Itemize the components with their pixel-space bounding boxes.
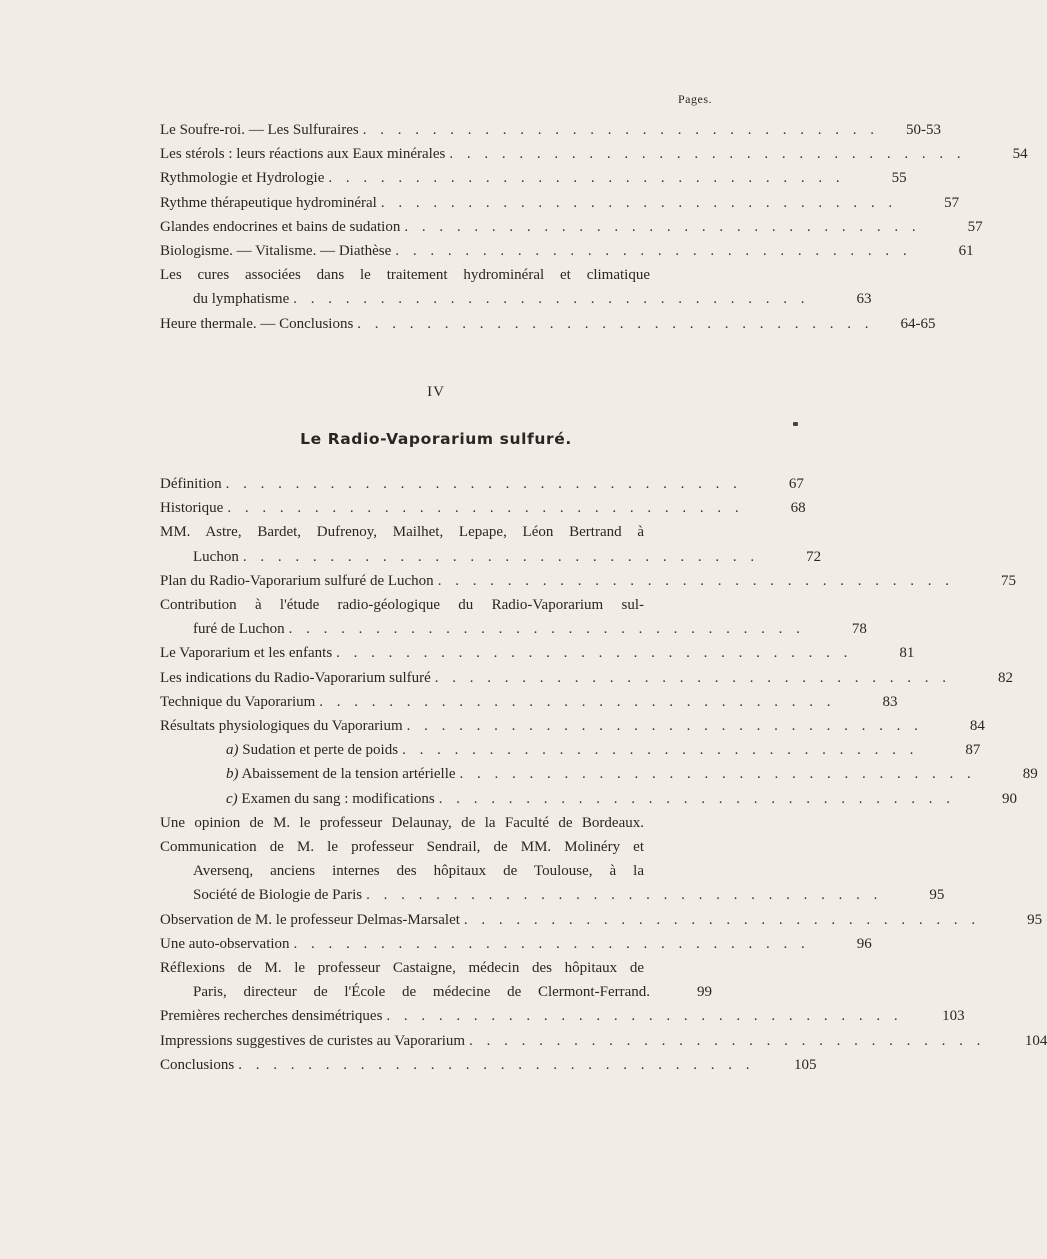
page-number: 68 <box>790 500 806 517</box>
page-number: 83 <box>882 693 898 710</box>
page-number: 61 <box>958 243 974 260</box>
leader-dots: . . . . . . . . . . . . . . . . . . . . . . . . . . . . . . <box>402 742 919 759</box>
toc-entry <box>160 166 907 190</box>
leader-dots: . . . . . . . . . . . . . . . . . . . . . . . . . . . . . . <box>438 790 955 807</box>
leader-dots: . . . . . . . . . . . . . . . . . . . . . . . . . . . . . . <box>406 718 923 735</box>
subentry-letter: a) <box>226 742 239 759</box>
leader-dots: . . . . . . . . . . . . . . . . . . . . . . . . . . . . . . <box>319 693 836 710</box>
toc-entry <box>160 472 804 496</box>
leader-dots: . . . . . . . . . . . . . . . . . . . . . . . . . . . . . . <box>288 621 805 638</box>
page-number: 78 <box>851 621 867 638</box>
toc-entry <box>160 520 822 568</box>
toc-entry <box>160 641 915 665</box>
page-number: 87 <box>965 742 981 759</box>
page-number: 104 <box>1024 1032 1047 1049</box>
page-number: 89 <box>1022 766 1038 783</box>
toc-entry <box>160 932 872 956</box>
entry-title: Conclusions <box>160 1056 235 1073</box>
entry-title: Réflexions de M. le professeur Castaigne, médecin des hôpitaux de <box>160 960 644 977</box>
entry-title: Examen du sang : modifications <box>241 790 435 807</box>
toc-entry <box>160 835 945 908</box>
entry-continuation: furé de Luchon <box>193 621 285 638</box>
page-number: 82 <box>998 669 1014 686</box>
page-number: 96 <box>856 935 872 952</box>
leader-dots: . . . . . . . . . . . . . . . . . . . . . . . . . . . . . . <box>227 500 744 517</box>
entry-title: Une opinion de M. le professeur Delaunay, de la Faculté de Bordeaux. <box>160 814 644 831</box>
toc-entry <box>160 263 872 311</box>
entry-title: Abaissement de la tension artérielle <box>241 766 456 783</box>
page-number: 63 <box>856 291 872 308</box>
entry-title: Contribution à l'étude radio-géologique du Radio-Vaporarium sul- <box>160 597 644 614</box>
page-number: 54 <box>1012 146 1028 163</box>
toc-subentry <box>160 787 1017 811</box>
leader-dots: . . . . . . . . . . . . . . . . . . . . . . . . . . . . . . <box>449 146 966 163</box>
toc-entry <box>160 593 867 641</box>
toc-entry <box>160 1004 965 1028</box>
page-number: 105 <box>793 1056 817 1073</box>
leader-dots: . . . . . . . . . . . . . . . . . . . . . . . . . . . . . . <box>386 1008 903 1025</box>
entry-title: Plan du Radio-Vaporarium sulfuré de Luchon <box>160 572 434 589</box>
entry-continuation: du lymphatisme <box>193 291 290 308</box>
entry-title: Communication de M. le professeur Sendrail, de MM. Molinéry et <box>160 839 644 856</box>
page-number: 84 <box>969 718 985 735</box>
toc-entry <box>160 215 983 239</box>
leader-dots: . . . . . . . . . . . . . . . . . . . . . . . . . . . . . . <box>380 194 898 211</box>
toc-subentry <box>160 738 981 762</box>
toc-entry <box>160 569 1016 593</box>
toc-entry <box>160 666 1014 690</box>
page-number: 99 <box>697 984 712 1001</box>
page-number: 75 <box>1000 572 1016 589</box>
section-number: IV <box>427 384 445 400</box>
toc-entry <box>160 811 712 835</box>
entry-title: Rythme thérapeutique hydrominéral <box>160 194 377 211</box>
page-number: 67 <box>788 476 804 492</box>
entry-title: Sudation et perte de poids <box>242 742 399 759</box>
entry-title: Technique du Vaporarium <box>160 693 316 710</box>
toc-subentry <box>160 762 1038 786</box>
entry-title: Heure thermale. — Conclusions <box>160 315 354 332</box>
toc-entry <box>160 142 1028 166</box>
leader-dots: . . . . . . . . . . . . . . . . . . . . . . . . . . . . . . <box>366 887 883 904</box>
entry-title: MM. Astre, Bardet, Dufrenoy, Mailhet, Lepape, Léon Bertrand à <box>160 524 644 541</box>
page-number: 50-53 <box>905 122 941 138</box>
page-number: 64-65 <box>900 315 936 332</box>
toc-entry <box>160 908 1043 932</box>
toc-entry <box>160 1029 1047 1053</box>
entry-title: Définition <box>160 476 222 492</box>
page-number: 90 <box>1001 790 1017 807</box>
leader-dots: . . . . . . . . . . . . . . . . . . . . . . . . . . . . . . <box>362 122 879 138</box>
toc-entry <box>160 690 898 714</box>
page-number: 81 <box>899 645 915 662</box>
leader-dots: . . . . . . . . . . . . . . . . . . . . . . . . . . . . . . <box>336 645 853 662</box>
toc-list-top <box>160 118 1028 336</box>
leader-dots: . . . . . . . . . . . . . . . . . . . . . . . . . . . . . . <box>469 1032 986 1049</box>
page-number: 57 <box>967 218 983 235</box>
subentry-letter: c) <box>226 790 238 807</box>
entry-continuation: Luchon <box>193 548 239 565</box>
toc-entry <box>160 714 985 738</box>
toc-entry <box>160 118 941 142</box>
entry-continuation: Société de Biologie de Paris <box>193 887 363 904</box>
entry-title: Le Vaporarium et les enfants <box>160 645 333 662</box>
leader-dots: . . . . . . . . . . . . . . . . . . . . . . . . . . . . . . <box>293 935 810 952</box>
entry-title: Les cures associées dans le traitement hydrominéral et climatique <box>160 267 650 284</box>
section-title: Le Radio-Vaporarium sulfuré. <box>300 430 572 448</box>
leader-dots: . . . . . . . . . . . . . . . . . . . . . . . . . . . . . . <box>328 170 845 187</box>
toc-entry <box>160 312 936 336</box>
pages-column-header: Pages. <box>678 92 712 106</box>
entry-title: Biologisme. — Vitalisme. — Diathèse <box>160 243 392 260</box>
leader-dots: . . . . . . . . . . . . . . . . . . . . . . . . . . . . . . <box>463 911 981 928</box>
entry-title: Premières recherches densimétriques <box>160 1008 383 1025</box>
entry-continuation-line: Aversenq, anciens internes des hôpitaux de Toulouse, à la <box>193 863 644 880</box>
leader-dots: . . . . . . . . . . . . . . . . . . . . . . . . . . . . . . <box>225 476 742 492</box>
entry-title: Les indications du Radio-Vaporarium sulfuré <box>160 669 431 686</box>
leader-dots: . . . . . . . . . . . . . . . . . . . . . . . . . . . . . . <box>404 218 921 235</box>
leader-dots: . . . . . . . . . . . . . . . . . . . . . . . . . . . . . . <box>459 766 976 783</box>
leader-dots: . . . . . . . . . . . . . . . . . . . . . . . . . . . . . . <box>238 1056 755 1073</box>
entry-title: Impressions suggestives de curistes au Vaporarium <box>160 1032 466 1049</box>
entry-title: Résultats physiologiques du Vaporarium <box>160 718 403 735</box>
entry-title: Historique <box>160 500 224 517</box>
page-edge-mark <box>793 422 798 426</box>
toc-entry <box>160 191 960 215</box>
subentry-letter: b) <box>226 766 239 783</box>
leader-dots: . . . . . . . . . . . . . . . . . . . . . . . . . . . . . . <box>437 572 954 589</box>
page-number: 55 <box>891 170 907 187</box>
toc-entry <box>160 956 712 1004</box>
leader-dots: . . . . . . . . . . . . . . . . . . . . . . . . . . . . . . <box>293 291 810 308</box>
leader-dots: . . . . . . . . . . . . . . . . . . . . . . . . . . . . . . <box>395 243 912 260</box>
entry-title: Les stérols : leurs réactions aux Eaux minérales <box>160 146 446 163</box>
page-number: 72 <box>806 548 822 565</box>
leader-dots: . . . . . . . . . . . . . . . . . . . . . . . . . . . . . . <box>434 669 952 686</box>
page-number: 95 <box>929 887 945 904</box>
entry-title: Rythmologie et Hydrologie <box>160 170 325 187</box>
entry-title: Observation de M. le professeur Delmas-Marsalet <box>160 911 460 928</box>
toc-entry <box>160 239 974 263</box>
leader-dots: . . . . . . . . . . . . . . . . . . . . . . . . . . . . . . <box>242 548 760 565</box>
toc-entry <box>160 1053 817 1077</box>
page-number: 95 <box>1027 911 1043 928</box>
toc-list-bottom <box>160 472 1047 1077</box>
page-number: 57 <box>944 194 960 211</box>
leader-dots: . . . . . . . . . . . . . . . . . . . . . . . . . . . . . . <box>357 315 874 332</box>
toc-entry <box>160 496 806 520</box>
entry-title: Le Soufre-roi. — Les Sulfuraires <box>160 122 359 138</box>
entry-title: Glandes endocrines et bains de sudation <box>160 218 401 235</box>
page-number: 103 <box>942 1008 965 1025</box>
entry-continuation: Paris, directeur de l'École de médecine de Clermont-Ferrand. <box>193 984 650 1001</box>
entry-title: Une auto-observation <box>160 935 290 952</box>
